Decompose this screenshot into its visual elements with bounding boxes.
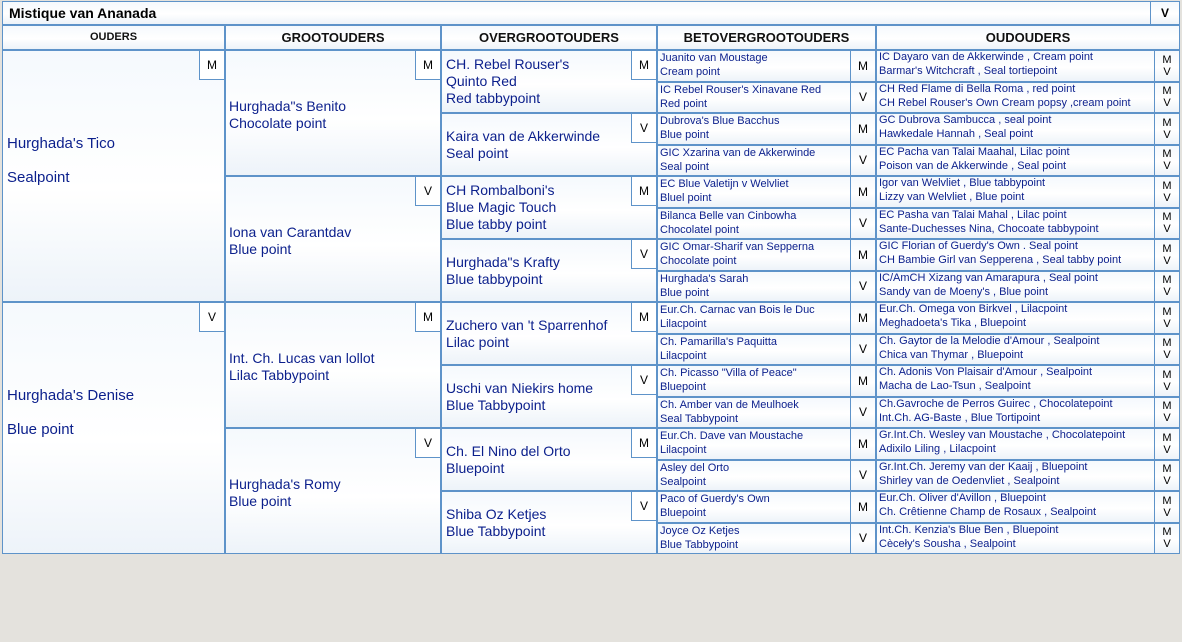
column-header-1: OUDERS — [2, 25, 225, 50]
parent-sex-button[interactable]: M — [199, 50, 225, 80]
great-grandparent-sex-button[interactable]: V — [631, 491, 657, 521]
ancestor-cell-4 — [876, 145, 1180, 177]
column-header-4: BETOVERGROOTOUDERS — [657, 25, 876, 50]
ancestor-sex-indicator[interactable] — [1154, 146, 1179, 176]
parent-name: Hurghada's Denise — [7, 387, 135, 404]
ancestor-sire: Gr.Int.Ch. Wesley van Moustache , Chocolatepoint — [879, 429, 1126, 441]
great-grandparent-line2: Blue tabbypoint — [446, 271, 543, 287]
ancestor-sex-indicator[interactable] — [1154, 303, 1179, 333]
ggg-name: Dubrova's Blue Bacchus — [660, 115, 780, 127]
grandparent-name: Iona van Carantdav — [229, 224, 352, 240]
ggg-cell-13 — [657, 428, 876, 460]
ancestor-sire: Eur.Ch. Oliver d'Avillon , Bluepoint — [879, 492, 1046, 504]
ancestor-sire: Ch.Gavroche de Perros Guirec , Chocolatepoint — [879, 397, 1113, 410]
pedigree-title: Mistique van Ananada — [9, 5, 157, 21]
ancestor-sire: Gr.Int.Ch. Jeremy van der Kaaij , Bluepoint — [879, 460, 1088, 473]
parent-color: Blue point — [7, 421, 74, 438]
grandparent-cell-4 — [225, 428, 441, 554]
great-grandparent-sex-button[interactable]: V — [631, 239, 657, 269]
parent-cell-1 — [2, 50, 225, 302]
ancestor-sex-m: M — [1162, 116, 1172, 129]
ancestor-cell-10 — [876, 334, 1180, 366]
ancestor-sex-m: M — [1162, 242, 1172, 255]
ancestor-dam: Int.Ch. AG-Baste , Blue Tortipoint — [879, 411, 1041, 424]
ggg-name: Asley del Orto — [660, 461, 730, 474]
great-grandparent-cell-4 — [441, 239, 657, 302]
great-grandparent-name: Ch. El Nino del Orto — [446, 443, 571, 459]
ancestor-sex-v: V — [1163, 191, 1171, 204]
ggg-name: Hurghada's Sarah — [660, 272, 749, 285]
great-grandparent-cell-2 — [441, 113, 657, 176]
column-header-5: OUDOUDERS — [876, 25, 1180, 50]
ancestor-sex-indicator[interactable] — [1154, 272, 1179, 302]
ancestor-dam: Ch. Crêtienne Champ de Rosaux , Sealpoint — [879, 506, 1097, 518]
ancestor-cell-12 — [876, 397, 1180, 429]
great-grandparent-line3: Red tabbypoint — [446, 90, 541, 106]
ancestor-cell-3 — [876, 113, 1180, 145]
ancestor-sex-m: M — [1162, 85, 1172, 98]
ancestor-sex-v: V — [1163, 97, 1171, 110]
grandparent-name: Hurghada"s Benito — [229, 98, 347, 114]
ggg-cell-16 — [657, 523, 876, 555]
ggg-color: Blue point — [660, 129, 709, 141]
ggg-sex-button[interactable]: M — [850, 240, 875, 270]
grandparent-name: Hurghada's Romy — [229, 476, 341, 492]
ggg-cell-15 — [657, 491, 876, 523]
grandparent-color: Blue point — [229, 241, 292, 257]
ggg-color: Red point — [660, 97, 708, 110]
ancestor-sex-m: M — [1162, 305, 1172, 318]
ggg-cell-14 — [657, 460, 876, 492]
ancestor-dam: Lizzy van Welvliet , Blue point — [879, 191, 1025, 203]
ggg-color: Lilacpoint — [660, 349, 707, 362]
ggg-color: Seal Tabbypoint — [660, 412, 739, 425]
ancestor-dam: Chica van Thymar , Bluepoint — [879, 348, 1024, 361]
ggg-cell-1 — [657, 50, 876, 82]
ancestor-dam: Adixilo Liling , Lilacpoint — [879, 443, 996, 455]
ancestor-cell-6 — [876, 208, 1180, 240]
great-grandparent-sex-button[interactable]: M — [631, 302, 657, 332]
great-grandparent-sex-button[interactable]: M — [631, 428, 657, 458]
ancestor-sex-indicator[interactable] — [1154, 398, 1179, 428]
ancestor-dam: Macha de Lao-Tsun , Sealpoint — [879, 380, 1031, 392]
grandparent-cell-3 — [225, 302, 441, 428]
ancestor-cell-13 — [876, 428, 1180, 460]
ancestor-sex-v: V — [1163, 380, 1171, 393]
ggg-cell-11 — [657, 365, 876, 397]
ggg-color: Blue Tabbypoint — [660, 538, 739, 551]
ggg-sex-button[interactable]: M — [850, 303, 875, 333]
ggg-cell-9 — [657, 302, 876, 334]
ggg-sex-button[interactable]: V — [850, 209, 875, 239]
ancestor-sex-m: M — [1162, 148, 1172, 161]
ancestor-sex-m: M — [1162, 494, 1172, 507]
ancestor-sex-indicator[interactable] — [1154, 492, 1179, 522]
ggg-sex-button[interactable]: V — [850, 335, 875, 365]
ancestor-dam: Hawkedale Hannah , Seal point — [879, 128, 1034, 140]
ancestor-cell-8 — [876, 271, 1180, 303]
ancestor-sex-indicator[interactable] — [1154, 335, 1179, 365]
ancestor-sex-indicator[interactable] — [1154, 461, 1179, 491]
ancestor-sire: Eur.Ch. Omega von Birkvel , Lilacpoint — [879, 303, 1068, 315]
parent-cell-2 — [2, 302, 225, 554]
ggg-color: Blue point — [660, 286, 709, 299]
ancestor-sex-m: M — [1162, 400, 1172, 413]
ggg-name: Joyce Oz Ketjes — [660, 524, 740, 537]
title-bar — [2, 1, 1180, 25]
ancestor-dam: Sandy van de Moeny's , Blue point — [879, 285, 1049, 298]
great-grandparent-cell-7 — [441, 428, 657, 491]
ancestor-sex-v: V — [1163, 538, 1171, 551]
ancestor-dam: Barmar's Witchcraft , Seal tortiepoint — [879, 65, 1058, 77]
ggg-name: EC Blue Valetijn v Welvliet — [660, 178, 789, 190]
great-grandparent-line2: Seal point — [446, 145, 509, 161]
ancestor-sex-v: V — [1163, 223, 1171, 236]
ggg-cell-6 — [657, 208, 876, 240]
ggg-name: Ch. Pamarilla's Paquitta — [660, 335, 778, 348]
grandparent-cell-2 — [225, 176, 441, 302]
ancestor-sex-v: V — [1163, 443, 1171, 456]
ancestor-dam: Sante-Duchesses Nina, Chocoate tabbypoint — [879, 222, 1099, 235]
ancestor-sex-v: V — [1163, 349, 1171, 362]
ancestor-sire: GIC Florian of Guerdy's Own . Seal point — [879, 240, 1078, 252]
ancestor-sire: GC Dubrova Sambucca , seal point — [879, 114, 1052, 126]
ancestor-cell-14 — [876, 460, 1180, 492]
great-grandparent-cell-6 — [441, 365, 657, 428]
ancestor-sex-indicator[interactable] — [1154, 114, 1179, 144]
grandparent-color: Chocolate point — [229, 115, 327, 131]
ggg-color: Seal point — [660, 160, 709, 173]
parent-name: Hurghada's Tico — [7, 135, 115, 152]
ggg-color: Chocolatel point — [660, 223, 739, 236]
grandparent-sex-button[interactable]: M — [415, 50, 441, 80]
ggg-name: Ch. Amber van de Meulhoek — [660, 398, 799, 411]
great-grandparent-sex-button[interactable]: V — [631, 113, 657, 143]
parent-color: Sealpoint — [7, 169, 70, 186]
great-grandparent-name: Shiba Oz Ketjes — [446, 506, 547, 522]
great-grandparent-name: CH. Rebel Rouser's — [446, 56, 570, 72]
ggg-cell-2 — [657, 82, 876, 114]
ggg-sex-button[interactable]: V — [850, 146, 875, 176]
title-sex-indicator[interactable]: V — [1150, 2, 1179, 24]
ggg-sex-button[interactable]: V — [850, 272, 875, 302]
great-grandparent-cell-3 — [441, 176, 657, 239]
ancestor-sire: IC/AmCH Xizang van Amarapura , Seal point — [879, 271, 1098, 284]
ggg-sex-button[interactable]: M — [850, 177, 875, 207]
ggg-sex-button[interactable]: V — [850, 524, 875, 554]
ancestor-cell-16 — [876, 523, 1180, 555]
ancestor-sire: Ch. Adonis Von Plaisair d'Amour , Sealpoint — [879, 366, 1093, 378]
column-header-2: GROOTOUDERS — [225, 25, 441, 50]
great-grandparent-line2: Blue Tabbypoint — [446, 397, 546, 413]
ggg-name: GIC Omar-Sharif van Sepperna — [660, 241, 815, 253]
ancestor-sex-m: M — [1162, 337, 1172, 350]
ancestor-sex-v: V — [1163, 254, 1171, 267]
ancestor-sex-indicator[interactable] — [1154, 209, 1179, 239]
ancestor-sex-indicator[interactable] — [1154, 240, 1179, 270]
great-grandparent-name: Uschi van Niekirs home — [446, 380, 594, 396]
great-grandparent-line3: Blue tabby point — [446, 216, 547, 232]
ggg-color: Bluel point — [660, 192, 712, 204]
ancestor-sex-indicator[interactable] — [1154, 366, 1179, 396]
ancestor-sex-indicator[interactable] — [1154, 429, 1179, 459]
ggg-cell-4 — [657, 145, 876, 177]
ancestor-sex-v: V — [1163, 128, 1171, 141]
ggg-sex-button[interactable]: M — [850, 429, 875, 459]
ggg-name: Paco of Guerdy's Own — [660, 493, 770, 505]
ggg-sex-button[interactable]: V — [850, 398, 875, 428]
column-header-3: OVERGROOTOUDERS — [441, 25, 657, 50]
ggg-color: Chocolate point — [660, 255, 737, 267]
ancestor-sex-indicator[interactable] — [1154, 83, 1179, 113]
great-grandparent-sex-button[interactable]: M — [631, 176, 657, 206]
ggg-sex-button[interactable]: M — [850, 51, 875, 81]
ggg-color: Cream point — [660, 66, 720, 78]
ancestor-cell-15 — [876, 491, 1180, 523]
great-grandparent-line2: Quinto Red — [446, 73, 517, 89]
ancestor-dam: Cèceły's Sousha , Sealpoint — [879, 537, 1016, 550]
ggg-name: Bilanca Belle van Cinbowha — [660, 209, 797, 222]
great-grandparent-cell-5 — [441, 302, 657, 365]
ancestor-sex-m: M — [1162, 211, 1172, 224]
ancestor-sex-v: V — [1163, 506, 1171, 519]
great-grandparent-cell-8 — [441, 491, 657, 554]
ggg-sex-button[interactable]: M — [850, 366, 875, 396]
ancestor-dam: CH Bambie Girl van Sepperena , Seal tabby point — [879, 254, 1122, 266]
grandparent-sex-button[interactable]: V — [415, 176, 441, 206]
ancestor-sex-m: M — [1162, 274, 1172, 287]
ggg-cell-7 — [657, 239, 876, 271]
great-grandparent-name: Kaira van de Akkerwinde — [446, 128, 601, 144]
ancestor-sex-v: V — [1163, 160, 1171, 173]
ancestor-sire: IC Dayaro van de Akkerwinde , Cream point — [879, 51, 1093, 63]
ggg-color: Bluepoint — [660, 381, 706, 393]
grandparent-color: Blue point — [229, 493, 292, 509]
ancestor-sex-m: M — [1162, 463, 1172, 476]
ancestor-dam: Meghadoeta's Tika , Bluepoint — [879, 317, 1027, 329]
ancestor-sex-v: V — [1163, 412, 1171, 425]
grandparent-color: Lilac Tabbypoint — [229, 367, 330, 383]
ancestor-sex-indicator[interactable] — [1154, 177, 1179, 207]
ggg-sex-button[interactable]: V — [850, 461, 875, 491]
ancestor-sex-m: M — [1162, 179, 1172, 192]
ggg-cell-12 — [657, 397, 876, 429]
ancestor-sire: Ch. Gaytor de la Melodie d'Amour , Sealpoint — [879, 334, 1100, 347]
ancestor-cell-5 — [876, 176, 1180, 208]
ggg-name: GIC Xzarina van de Akkerwinde — [660, 146, 816, 159]
great-grandparent-name: CH Rombalboni's — [446, 182, 555, 198]
ggg-sex-button[interactable]: V — [850, 83, 875, 113]
ancestor-sire: Int.Ch. Kenzia's Blue Ben , Bluepoint — [879, 523, 1059, 536]
ancestor-sex-v: V — [1163, 475, 1171, 488]
ggg-cell-3 — [657, 113, 876, 145]
ancestor-sire: CH Red Flame di Bella Roma , red point — [879, 82, 1076, 95]
ancestor-sex-m: M — [1162, 368, 1172, 381]
ancestor-cell-11 — [876, 365, 1180, 397]
ancestor-cell-7 — [876, 239, 1180, 271]
ancestor-sex-v: V — [1163, 286, 1171, 299]
grandparent-sex-button[interactable]: M — [415, 302, 441, 332]
ggg-color: Sealpoint — [660, 475, 706, 488]
ggg-cell-10 — [657, 334, 876, 366]
great-grandparent-line2: Bluepoint — [446, 460, 505, 476]
great-grandparent-sex-button[interactable]: V — [631, 365, 657, 395]
ancestor-sex-indicator[interactable] — [1154, 51, 1179, 81]
great-grandparent-line2: Lilac point — [446, 334, 510, 350]
great-grandparent-name: Hurghada"s Krafty — [446, 254, 560, 270]
ancestor-sex-v: V — [1163, 65, 1171, 78]
ancestor-cell-1 — [876, 50, 1180, 82]
ggg-name: Eur.Ch. Carnac van Bois le Duc — [660, 304, 815, 316]
ancestor-sire: EC Pacha van Talai Maahal, Lilac point — [879, 145, 1070, 158]
ancestor-sex-indicator[interactable] — [1154, 524, 1179, 554]
ggg-cell-5 — [657, 176, 876, 208]
ancestor-dam: Shirley van de Oedenvliet , Sealpoint — [879, 474, 1060, 487]
ancestor-sex-m: M — [1162, 53, 1172, 66]
ancestor-sex-v: V — [1163, 317, 1171, 330]
ancestor-dam: Poison van de Akkerwinde , Seal point — [879, 159, 1067, 172]
ggg-color: Lilacpoint — [660, 318, 707, 330]
grandparent-cell-1 — [225, 50, 441, 176]
great-grandparent-line2: Blue Magic Touch — [446, 199, 557, 215]
ggg-color: Lilacpoint — [660, 444, 707, 456]
ggg-color: Bluepoint — [660, 507, 706, 519]
great-grandparent-name: Zuchero van 't Sparrenhof — [446, 317, 608, 333]
parent-sex-button[interactable]: V — [199, 302, 225, 332]
great-grandparent-sex-button[interactable]: M — [631, 50, 657, 80]
ancestor-sire: Igor van Welvliet , Blue tabbypoint — [879, 177, 1046, 189]
ggg-name: IC Rebel Rouser's Xinavane Red — [660, 83, 822, 96]
ggg-sex-button[interactable]: M — [850, 114, 875, 144]
ancestor-cell-2 — [876, 82, 1180, 114]
ancestor-sex-m: M — [1162, 526, 1172, 539]
ggg-cell-8 — [657, 271, 876, 303]
grandparent-sex-button[interactable]: V — [415, 428, 441, 458]
ggg-name: Ch. Picasso "Villa of Peace" — [660, 367, 797, 379]
ancestor-sire: EC Pasha van Talai Mahal , Lilac point — [879, 208, 1067, 221]
ancestor-dam: CH Rebel Rouser's Own Cream popsy ,cream point — [879, 96, 1131, 109]
grandparent-name: Int. Ch. Lucas van lollot — [229, 350, 375, 366]
ggg-name: Eur.Ch. Dave van Moustache — [660, 430, 804, 442]
ancestor-sex-m: M — [1162, 431, 1172, 444]
great-grandparent-line2: Blue Tabbypoint — [446, 523, 546, 539]
ancestor-cell-9 — [876, 302, 1180, 334]
great-grandparent-cell-1 — [441, 50, 657, 113]
ggg-name: Juanito van Moustage — [660, 52, 768, 64]
ggg-sex-button[interactable]: M — [850, 492, 875, 522]
